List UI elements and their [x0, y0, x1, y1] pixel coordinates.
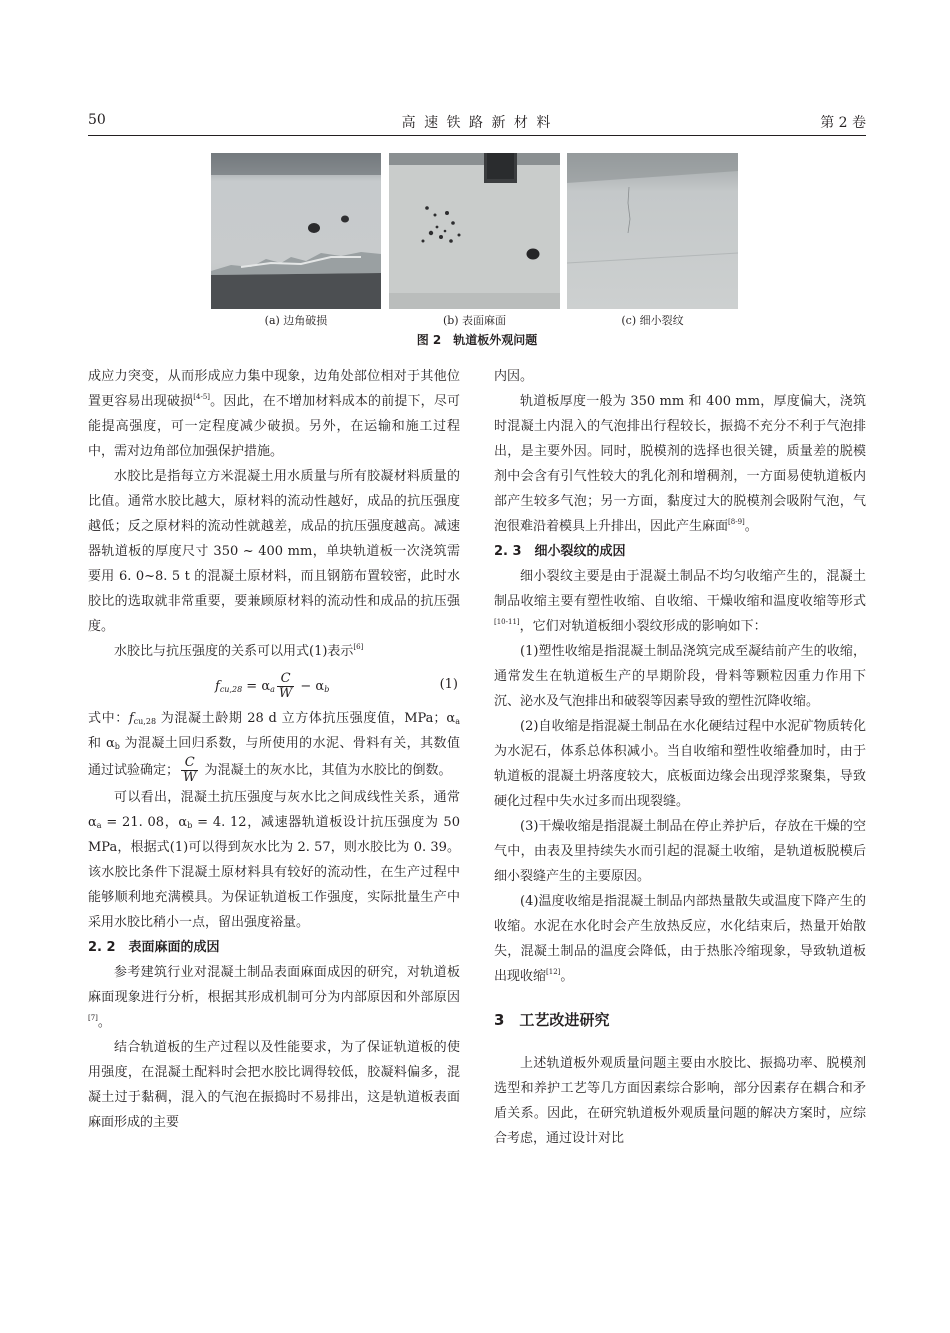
paragraph: 成应力突变，从而形成应力集中现象，边角处部位相对于其他位置更容易出现破损[4-5]。因此，在不增加材料成本的前提下，尽可能提高强度，可一定程度减少破损。另外，在运输和施工过程中，需对边角部位加强保护措施。: [88, 369, 460, 459]
volume-label: 第 2 卷: [820, 115, 866, 131]
section-heading-2-2: 2. 2 表面麻面的成因: [88, 940, 220, 955]
paragraph: 式中：$f_{cu,28}$ 为混凝土龄期 28 d 立方体抗压强度值，MPa；$\alpha_a$ 和 $\alpha_b$ 为混凝土回归系数，与所使用的水泥、骨料有关，其数值通过试验确定； $\frac{C}{W}$ 为混凝土的灰水比，其值为水胶比的倒数。: [88, 711, 460, 785]
figure-caption-a: (a) 边角破损: [264, 314, 328, 327]
paragraph: 水胶比与抗压强度的关系可以用式(1)表示[6]: [114, 643, 364, 659]
figure-caption-b: (b) 表面麻面: [442, 314, 507, 327]
fine-crack-photo: [567, 153, 738, 309]
corner-damage-photo: [211, 153, 381, 309]
surface-pitting-photo: [389, 153, 560, 309]
paragraph: 细小裂纹主要是由于混凝土制品不均匀收缩产生的，混凝土制品收缩主要有塑性收缩、自收缩、干燥收缩和温度收缩等形式[10-11]，它们对轨道板细小裂纹形成的影响如下：: [494, 569, 866, 634]
paragraph: 参考建筑行业对混凝土制品表面麻面成因的研究，对轨道板麻面现象进行分析，根据其形成机制可分为内部原因和外部原因[7]。: [88, 965, 460, 1030]
equation-number: (1): [439, 677, 458, 692]
paragraph: (3)干燥收缩是指混凝土制品在停止养护后，存放在干燥的空气中，由表及里持续失水而引起的混凝土收缩，是轨道板脱模后细小裂缝产生的主要原因。: [494, 819, 866, 884]
paragraph: 结合轨道板的生产过程以及性能要求，为了保证轨道板的使用强度，在混凝土配料时会把水胶比调得较低，胶凝料偏多，混凝土过于黏稠，混入的气泡在振捣时不易排出，这是轨道板表面麻面形成的主要: [88, 1040, 460, 1130]
journal-title: 高 速 铁 路 新 材 料: [401, 115, 553, 131]
left-column: [88, 364, 460, 1135]
paragraph: (2)自收缩是指混凝土制品在水化硬结过程中水泥矿物质转化为水泥石，体系总体积减小。当自收缩和塑性收缩叠加时，由于轨道板的混凝土坍落度较大，底板面边缘会出现浮浆聚集，导致硬化过程中失水过多而出现裂缝。: [494, 719, 866, 809]
figure-title: 图 2 轨道板外观问题: [416, 333, 538, 347]
section-heading-3: 3 工艺改进研究: [494, 1011, 610, 1029]
section-heading-2-3: 2. 3 细小裂纹的成因: [494, 544, 626, 559]
paragraph: 水胶比是指每立方米混凝土用水质量与所有胶凝材料质量的比值。通常水胶比越大，原材料的流动性越好，成品的抗压强度越低；反之原材料的流动性就越差，成品的抗压强度越高。减速器轨道板的厚度尺寸 350 ~ 400 mm，单块轨道板一次浇筑需要用 6. 0~8. 5 t 的混凝土原材料，而且钢筋布置较密，此时水胶比的选取就非常重要，要兼顾原材料的流动性和成品的抗压强度。: [88, 469, 460, 634]
page-number: 50: [88, 112, 106, 128]
equation-1: $f_{cu,28} = \alpha_a$ $\frac{C}{W}$ − $\alpha_b$ (1): [215, 671, 458, 701]
paragraph: (4)温度收缩是指混凝土制品内部热量散失或温度下降产生的收缩。水泥在水化时会产生放热反应，水化结束后，热量开始散失，混凝土制品的温度会降低，由于热胀冷缩现象，导致轨道板出现收缩[12]。: [494, 894, 866, 984]
paragraph: (1)塑性收缩是指混凝土制品浇筑完成至凝结前产生的收缩，通常发生在轨道板生产的早期阶段，骨料等颗粒因重力作用下沉、泌水及气泡排出和破裂等因素导致的塑性沉降收缩。: [494, 644, 866, 709]
paragraph: 内因。: [494, 369, 534, 384]
paragraph: 可以看出，混凝土抗压强度与灰水比之间成线性关系，通常 $\alpha_a = 21$. 08，$\alpha_b = 4$. 12，减速器轨道板设计抗压强度为 50 MPa，根据式(1)可以得到灰水比为 2. 57，则水胶比为 0. 39。该水胶比条件下混凝土原材料具有较好的流动性，在生产过程中能够顺利地充满模具。为保证轨道板工作强度，实际批量生产中采用水胶比稍小一点，留出强度裕量。: [88, 790, 460, 930]
paragraph: 上述轨道板外观质量问题主要由水胶比、振捣功率、脱模剂选型和养护工艺等几方面因素综合影响，部分因素存在耦合和矛盾关系。因此，在研究轨道板外观质量问题的解决方案时，应综合考虑，通过设计对比: [494, 1056, 866, 1146]
paragraph: 轨道板厚度一般为 350 mm 和 400 mm，厚度偏大，浇筑时混凝土内混入的气泡排出行程较长，振捣不充分不利于气泡排出，是主要外因。同时，脱模剂的选择也很关键，质量差的脱模剂中会含有引气性较大的乳化剂和增稠剂，一方面易使轨道板内部产生较多气泡；另一方面，黏度过大的脱模剂会吸附气泡，气泡很难沿着模具上升排出，因此产生麻面[8-9]。: [494, 394, 866, 534]
header-rule: [88, 135, 866, 136]
figure-caption-c: (c) 细小裂纹: [621, 314, 684, 327]
right-column: [494, 364, 866, 1151]
